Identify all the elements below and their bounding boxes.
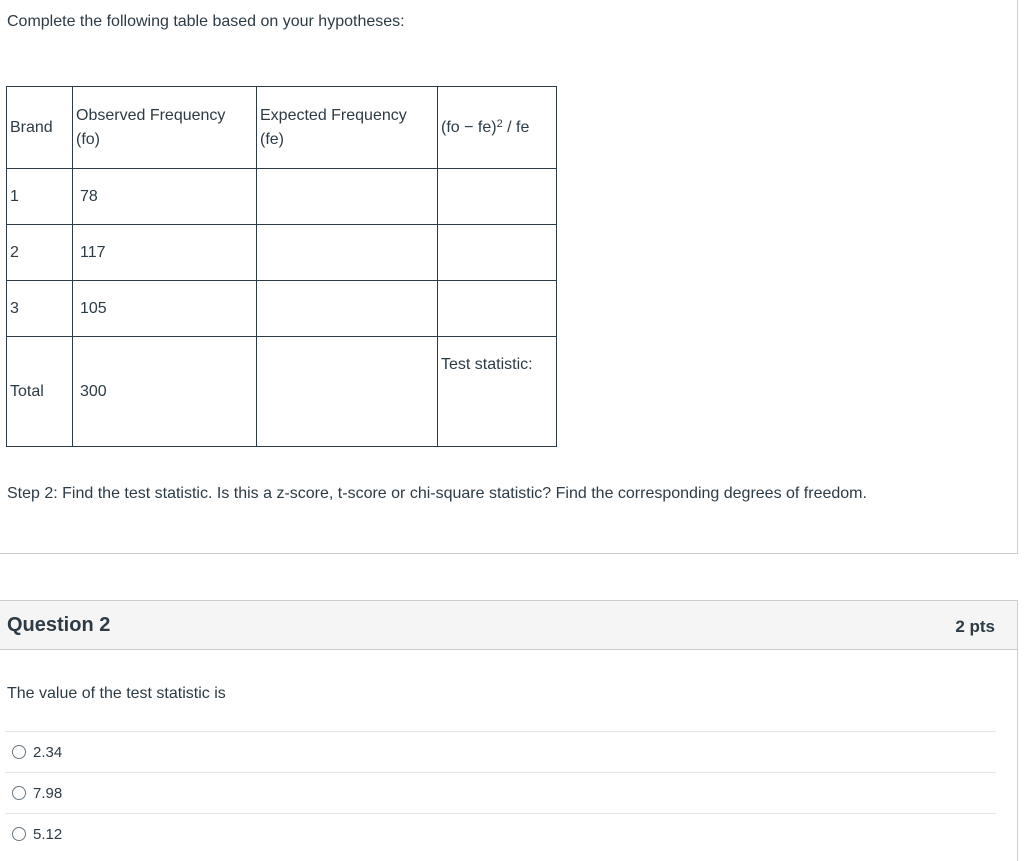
chi-cell — [438, 281, 557, 337]
test-statistic-cell: Test statistic: — [438, 337, 557, 447]
question-2-points: 2 pts — [955, 617, 995, 636]
table-row — [7, 281, 557, 337]
header-chi-component — [438, 87, 557, 169]
expected-cell — [257, 169, 438, 225]
question-2-text: The value of the test statistic is — [7, 685, 226, 702]
table-total-row — [7, 337, 557, 447]
radio-button[interactable] — [12, 827, 26, 841]
chi-cell — [438, 169, 557, 225]
answer-label: 2.34 — [33, 743, 63, 761]
header-observed — [73, 87, 257, 169]
header-observed-line2: (fo) — [76, 130, 100, 148]
step-2-instructions: Step 2: Find the test statistic. Is this a z-score, t-score or chi-square statistic? Find the corresponding degrees of freedom. — [7, 485, 867, 502]
brand-cell: 1 — [7, 169, 73, 225]
total-observed-cell: 300 — [73, 337, 257, 447]
brand-cell: 3 — [7, 281, 73, 337]
header-chi-suffix: / fe — [502, 118, 530, 136]
question-2-title: Question 2 — [7, 614, 111, 636]
header-expected-line1: Expected Frequency — [260, 106, 407, 124]
question-2-header — [0, 601, 1017, 650]
header-brand: Brand — [7, 87, 73, 169]
header-chi-exponent: 2 — [496, 117, 503, 130]
table-row — [7, 225, 557, 281]
expected-cell — [257, 281, 438, 337]
observed-cell: 78 — [73, 169, 257, 225]
answer-options — [5, 731, 996, 854]
radio-button[interactable] — [12, 786, 26, 800]
table-header-row — [7, 87, 557, 169]
brand-cell: 2 — [7, 225, 73, 281]
answer-option[interactable] — [5, 772, 996, 813]
header-chi-prefix: (fo − fe) — [441, 118, 497, 136]
question-1-intro: Complete the following table based on your hypotheses: — [7, 13, 405, 30]
header-expected-line2: (fe) — [260, 130, 284, 148]
radio-button[interactable] — [12, 745, 26, 759]
question-2-panel — [0, 600, 1018, 861]
chi-cell — [438, 225, 557, 281]
total-expected-cell — [257, 337, 438, 447]
observed-cell: 117 — [73, 225, 257, 281]
table-row — [7, 169, 557, 225]
header-expected — [257, 87, 438, 169]
answer-option[interactable] — [5, 731, 996, 772]
header-observed-line1: Observed Frequency — [76, 106, 226, 124]
observed-cell: 105 — [73, 281, 257, 337]
expected-cell — [257, 225, 438, 281]
answer-label: 7.98 — [33, 784, 63, 802]
total-label-cell: Total — [7, 337, 73, 447]
frequency-table — [6, 86, 557, 447]
answer-label: 5.12 — [33, 825, 63, 843]
